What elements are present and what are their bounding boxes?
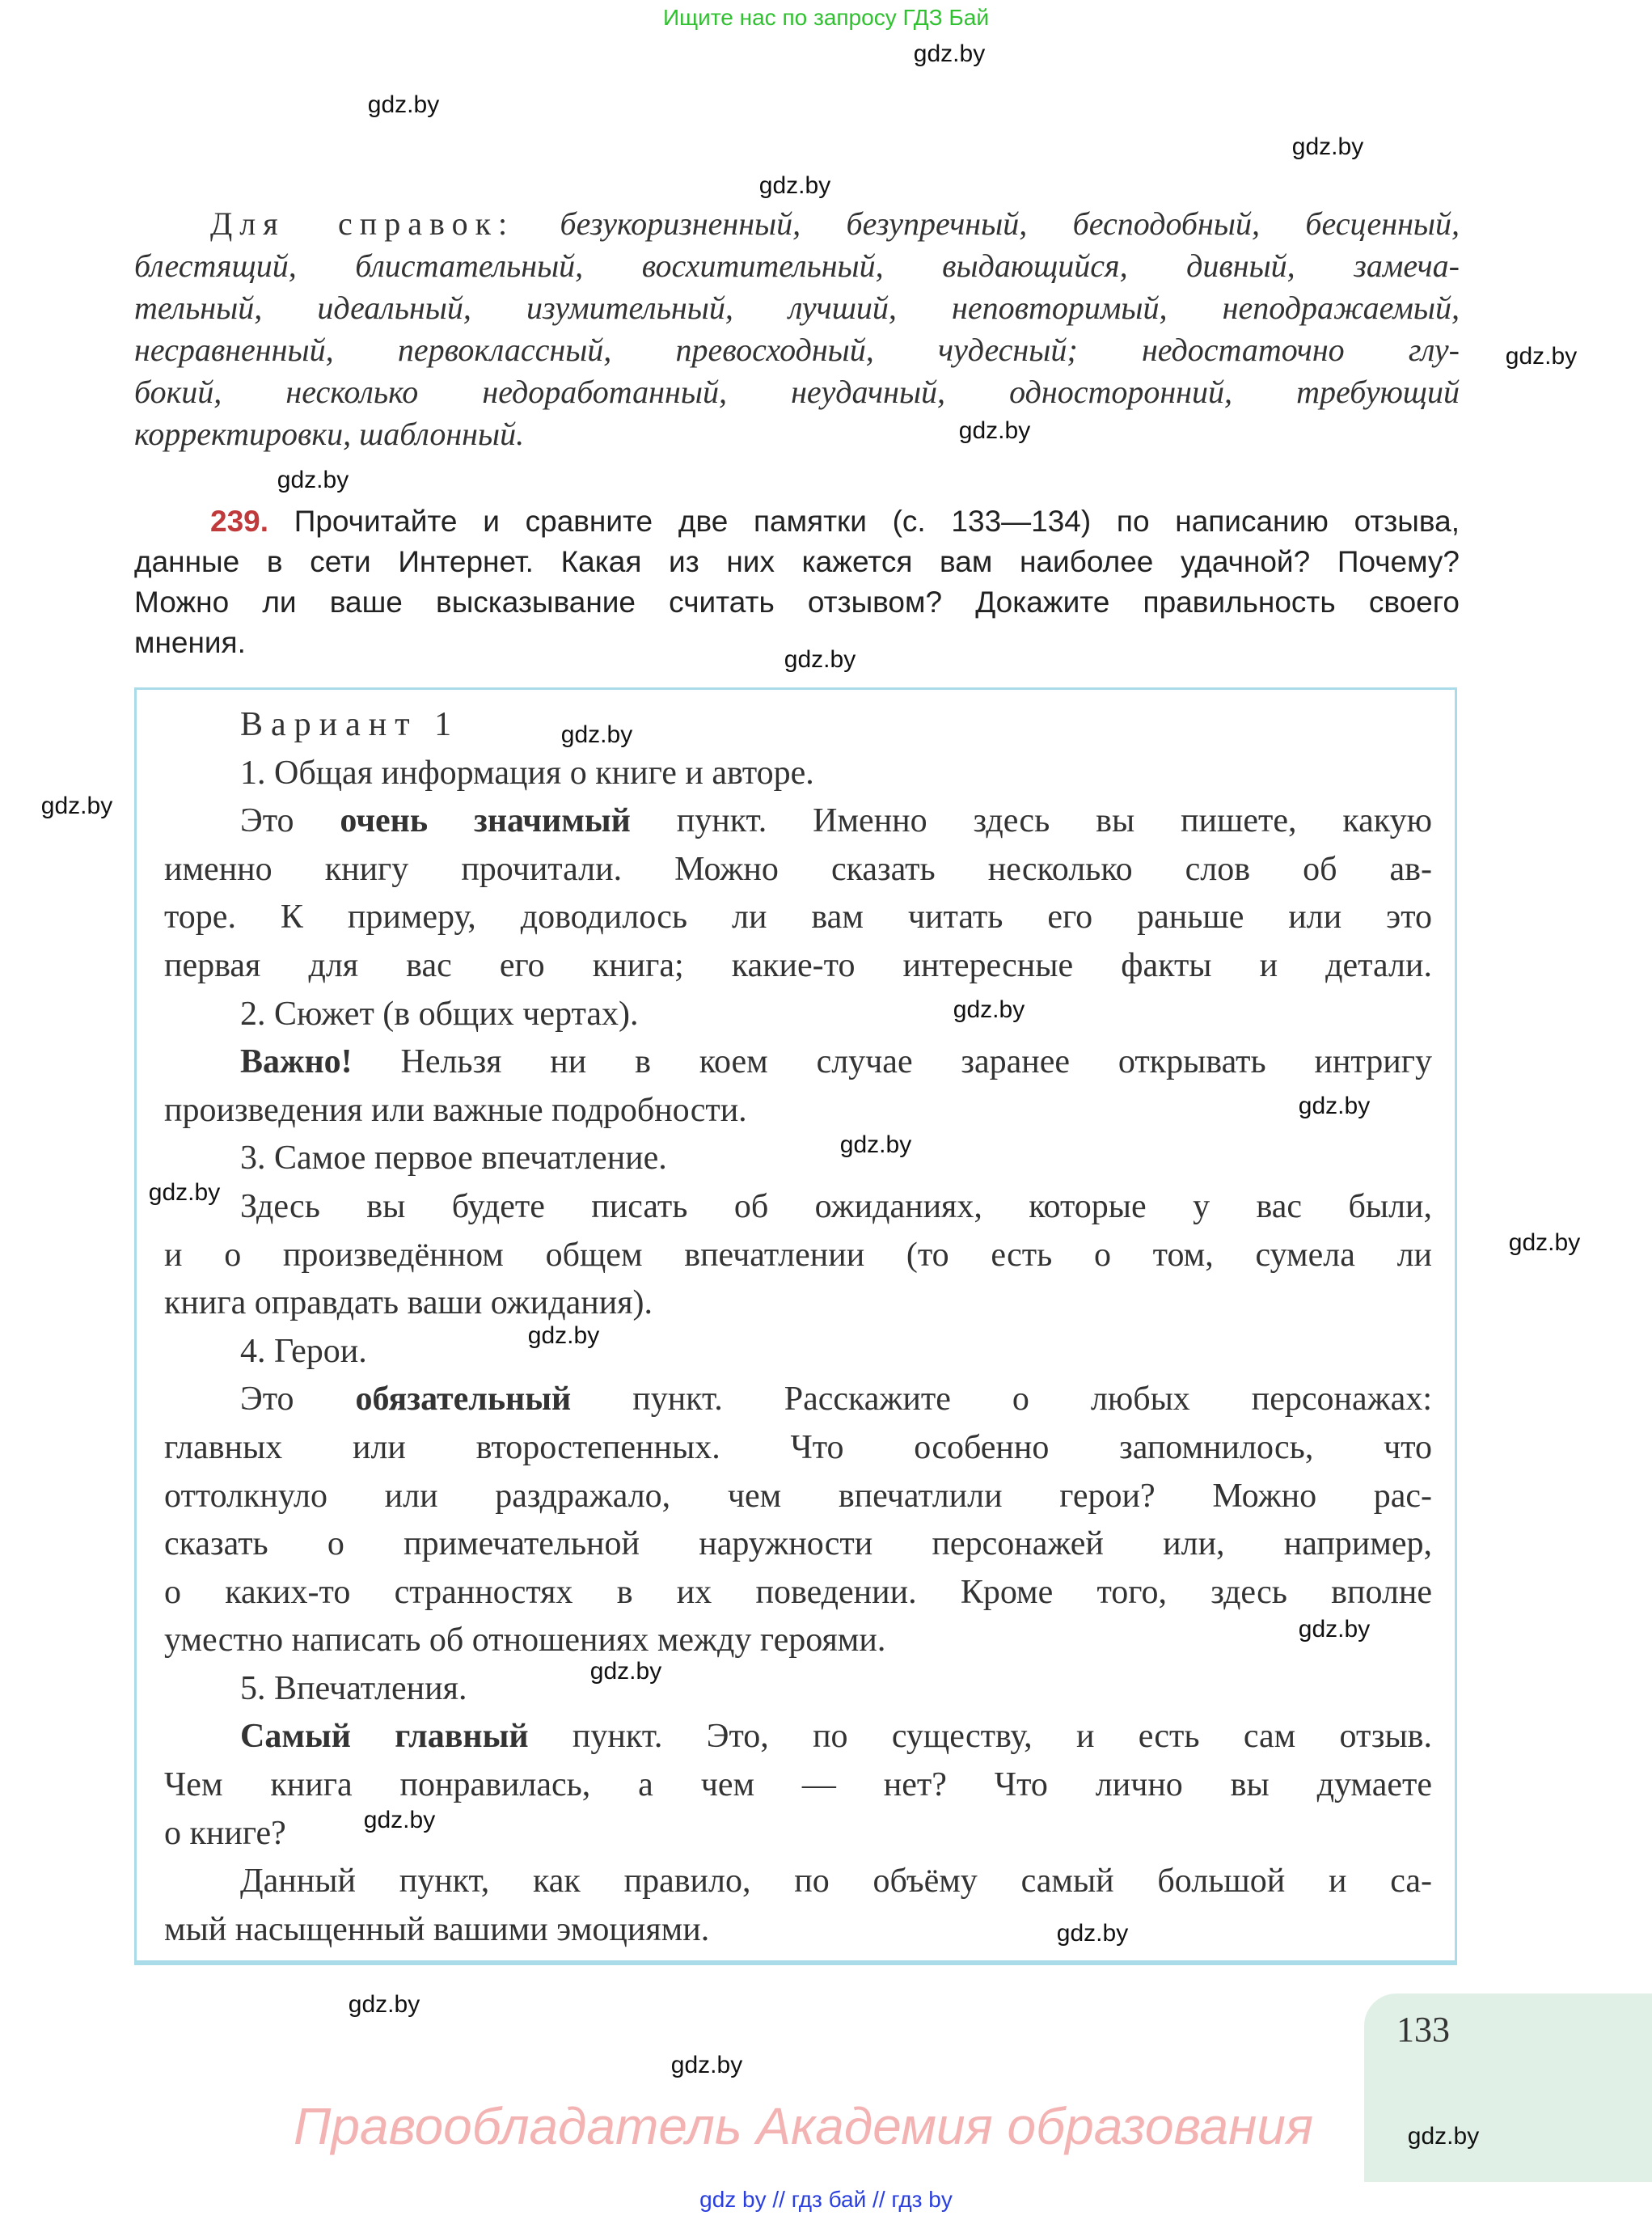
- gdz-watermark: gdz.by: [367, 91, 440, 118]
- bold-text: очень значимый: [340, 802, 631, 840]
- variant-line: [164, 1713, 1432, 1761]
- variant-line: [164, 991, 1432, 1039]
- gdz-watermark: gdz.by: [1407, 2123, 1480, 2150]
- text-segment: сказать о примечательной наружности персонажей или, например,: [164, 1525, 1432, 1563]
- gdz-watermark: gdz.by: [363, 1807, 436, 1833]
- text-segment: книга оправдать ваши ожидания).: [164, 1284, 653, 1322]
- text-segment: Это: [240, 802, 340, 840]
- reference-line: блестящий, блистательный, восхитительный, выдающийся, дивный, замеча-: [134, 247, 1460, 284]
- text-segment: и о произведённом общем впечатлении (то есть о том, сумела ли: [164, 1236, 1432, 1274]
- variant-line: [164, 1858, 1432, 1906]
- variant-line: [164, 1520, 1432, 1569]
- variant-line: [164, 1232, 1432, 1280]
- variant-line: [164, 1761, 1432, 1810]
- text-segment: 3. Самое первое впечатление.: [240, 1139, 667, 1178]
- gdz-watermark: gdz.by: [784, 646, 856, 673]
- variant-line: [164, 1424, 1432, 1473]
- variant-line: [164, 1376, 1432, 1424]
- gdz-watermark: gdz.by: [758, 172, 831, 199]
- gdz-watermark: gdz.by: [1508, 1229, 1581, 1256]
- variant-line: [164, 797, 1432, 846]
- text-segment: 4. Герои.: [240, 1332, 367, 1370]
- exercise-line: мнения.: [134, 626, 246, 659]
- gdz-watermark: gdz.by: [1505, 343, 1578, 370]
- variant-line: [164, 846, 1432, 894]
- variant-line: [164, 1183, 1432, 1232]
- text-segment: 2. Сюжет (в общих чертах).: [240, 995, 639, 1033]
- text-segment: уместно написать об отношениях между героями.: [164, 1621, 886, 1660]
- gdz-watermark: gdz.by: [670, 2052, 743, 2078]
- exercise-line: Можно ли ваше высказывание считать отзывом? Докажите правильность своего: [134, 586, 1460, 619]
- exercise-text: Прочитайте и сравните две памятки (с. 133—134) по написанию отзыва,: [268, 505, 1460, 538]
- copyright-watermark: Правообладатель Академия образования: [294, 2097, 1314, 2155]
- variant-line: [164, 1906, 1432, 1955]
- variant-line: [164, 750, 1432, 798]
- bold-text: обязательный: [355, 1380, 572, 1419]
- gdz-watermark: gdz.by: [1056, 1920, 1129, 1947]
- text-segment: мый насыщенный вашими эмоциями.: [164, 1910, 710, 1948]
- text-segment: Здесь вы будете писать об ожиданиях, которые у вас были,: [240, 1187, 1432, 1225]
- variant-line: [164, 1569, 1432, 1617]
- text-segment: оттолкнуло или раздражало, чем впечатлили герои? Можно рас-: [164, 1477, 1432, 1515]
- text-segment: именно книгу прочитали. Можно сказать несколько слов об ав-: [164, 850, 1432, 888]
- footer-links[interactable]: gdz by // гдз бай // гдз by: [699, 2187, 953, 2212]
- reference-label: Для справок:: [210, 205, 515, 242]
- gdz-watermark: gdz.by: [40, 793, 113, 819]
- text-segment: о каких-то странностях в их поведении. Кроме того, здесь вполне: [164, 1573, 1432, 1611]
- variant-line: [164, 1087, 1432, 1135]
- exercise-239: [134, 501, 1460, 663]
- variant-line: [164, 1038, 1432, 1087]
- gdz-watermark: gdz.by: [148, 1179, 221, 1206]
- text-segment: главных или второстепенных. Что особенно запомнилось, что: [164, 1428, 1432, 1466]
- variant-text: [164, 701, 1432, 1954]
- gdz-watermark: gdz.by: [953, 996, 1025, 1023]
- exercise-line: данные в сети Интернет. Какая из них кажется вам наиболее удачной? Почему?: [134, 545, 1460, 578]
- text-segment: пункт. Именно здесь вы пишете, какую: [630, 802, 1432, 840]
- reference-line: несравненный, первоклассный, превосходный, чудесный; недостаточно глу-: [134, 332, 1460, 368]
- gdz-watermark: gdz.by: [589, 1658, 662, 1685]
- variant-line: [164, 1665, 1432, 1714]
- exercise-number: 239.: [210, 505, 269, 538]
- reference-line: корректировки, шаблонный.: [134, 416, 525, 452]
- variant-line: [164, 894, 1432, 942]
- exercise-line: [134, 501, 1460, 542]
- gdz-watermark: gdz.by: [1298, 1093, 1371, 1119]
- text-segment: Это: [240, 1380, 356, 1419]
- reference-line: [134, 203, 1460, 245]
- variant-line: [164, 1135, 1432, 1183]
- variant-line: [164, 1810, 1432, 1858]
- text-segment: пункт. Расскажите о любых персонажах:: [571, 1380, 1432, 1419]
- text-segment: первая для вас его книга; какие-то интересные факты и детали.: [164, 946, 1432, 984]
- variant-line: [164, 1279, 1432, 1328]
- text-segment: 1. Общая информация о книге и авторе.: [240, 754, 814, 792]
- variant-heading: Вариант 1: [240, 706, 460, 743]
- reference-line: тельный, идеальный, изумительный, лучший, неповторимый, неподражаемый,: [134, 290, 1460, 326]
- text-segment: 5. Впечатления.: [240, 1669, 467, 1707]
- text-segment: Нельзя ни в коем случае заранее открывать интригу: [352, 1043, 1432, 1081]
- bold-text: Самый главный: [240, 1718, 529, 1756]
- reference-paragraph: [134, 203, 1460, 455]
- gdz-watermark: gdz.by: [527, 1322, 600, 1349]
- gdz-watermark: gdz.by: [913, 40, 986, 67]
- reference-line: бокий, несколько недоработанный, неудачный, односторонний, требующий: [134, 374, 1460, 410]
- gdz-watermark: gdz.by: [348, 1991, 420, 2018]
- text-segment: Данный пункт, как правило, по объёму самый большой и са-: [240, 1862, 1432, 1901]
- text-segment: о книге?: [164, 1814, 286, 1852]
- gdz-watermark: gdz.by: [839, 1131, 912, 1158]
- variant-line: [164, 1617, 1432, 1665]
- variant-line: [164, 942, 1432, 991]
- reference-text: безукоризненный, безупречный, бесподобный, бесценный,: [514, 205, 1460, 242]
- text-segment: произведения или важные подробности.: [164, 1091, 747, 1129]
- bold-text: Важно!: [240, 1043, 353, 1081]
- page-number: 133: [1396, 2010, 1450, 2049]
- variant-line: [164, 1473, 1432, 1521]
- variant-line: [164, 1328, 1432, 1376]
- text-segment: Чем книга понравилась, а чем — нет? Что лично вы думаете: [164, 1766, 1432, 1804]
- top-search-hint[interactable]: Ищите нас по запросу ГДЗ Бай: [662, 5, 990, 30]
- gdz-watermark: gdz.by: [1291, 133, 1364, 160]
- gdz-watermark: gdz.by: [958, 417, 1031, 444]
- gdz-watermark: gdz.by: [1298, 1616, 1371, 1643]
- gdz-watermark: gdz.by: [277, 467, 349, 493]
- gdz-watermark: gdz.by: [560, 721, 633, 748]
- text-segment: торе. К примеру, доводилось ли вам читать его раньше или это: [164, 898, 1432, 937]
- text-segment: пункт. Это, по существу, и есть сам отзыв.: [528, 1718, 1433, 1756]
